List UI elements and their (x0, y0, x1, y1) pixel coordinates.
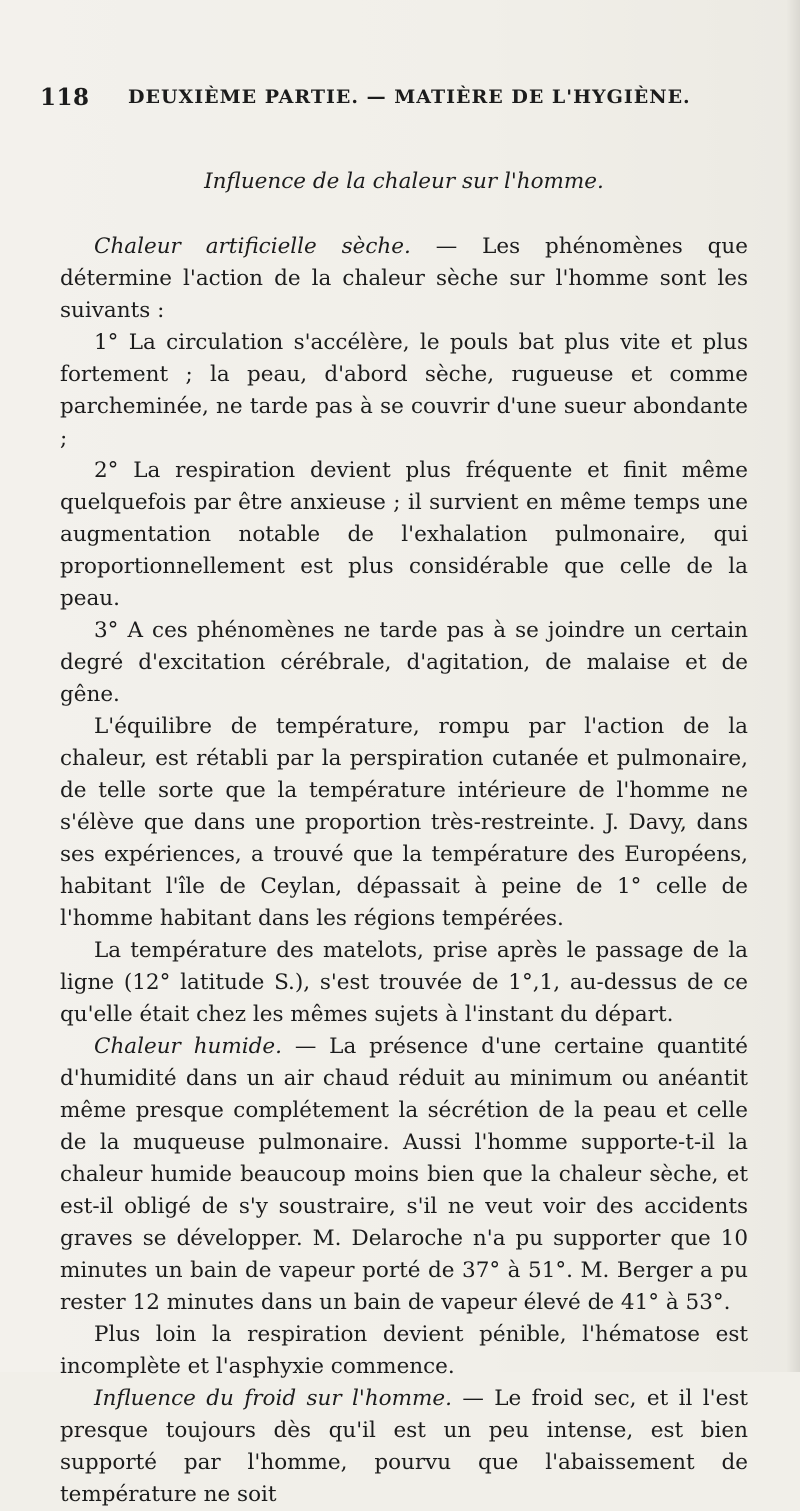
paragraph-text: 2° La respiration devient plus fréquente et finit même quelquefois par être anxieuse ; il survient en même temps une augmentation notable de l'exhalation pulmonaire, qui proportionnellement est plus considérable que celle de la peau. (60, 458, 748, 611)
paragraph-text: Plus loin la respiration devient pénible, l'hématose est incomplète et l'asphyxie commence. (60, 1322, 748, 1379)
paragraph (60, 1031, 748, 1319)
running-title: DEUXIÈME PARTIE. — MATIÈRE DE L'HYGIÈNE. (128, 86, 691, 108)
paragraph (60, 1383, 748, 1511)
page-header (40, 84, 750, 116)
paragraph (60, 455, 748, 615)
paragraph-text: 1° La circulation s'accélère, le pouls bat plus vite et plus fortement ; la peau, d'abord sèche, rugueuse et comme parcheminée, ne tarde pas à se couvrir d'une sueur abondante ; (60, 330, 748, 451)
paragraph-text: 3° A ces phénomènes ne tarde pas à se joindre un certain degré d'excitation cérébrale, d'agitation, de malaise et de gêne. (60, 618, 748, 707)
paragraph (60, 935, 748, 1031)
body-text (60, 166, 748, 1511)
page-edge-shadow (786, 0, 800, 1372)
paragraph (60, 327, 748, 455)
paragraph-lead: Influence du froid sur l'homme. (94, 1386, 452, 1411)
paragraph-lead: Chaleur humide. (94, 1034, 282, 1059)
paragraph-text: — La présence d'une certaine quantité d'humidité dans un air chaud réduit au minimum ou anéantit même presque complétement la sécrétion de la peau et celle de la muqueuse pulmonaire. Aussi l'homme supporte-t-il la chaleur humide beaucoup moins bien que la chaleur sèche, et est-il obligé de s'y soustraire, s'il ne veut voir des accidents graves se développer. M. Delaroche n'a pu supporter que 10 minutes un bain de vapeur porté de 37° à 51°. M. Berger a pu rester 12 minutes dans un bain de vapeur élevé de 41° à 53°. (60, 1034, 748, 1315)
paragraph (60, 711, 748, 935)
paragraph (60, 231, 748, 327)
page-number: 118 (40, 84, 90, 111)
paragraph-text: — Le froid sec, et il l'est presque toujours dès qu'il est un peu intense, est bien supporté par l'homme, pourvu que l'abaissement de température ne soit (60, 1386, 748, 1507)
paragraph-text: — Les phénomènes que détermine l'action de la chaleur sèche sur l'homme sont les suivants : (60, 234, 749, 323)
paragraph (60, 1319, 748, 1383)
paragraph-lead: Chaleur artificielle sèche. (94, 234, 411, 259)
paragraph-text: La température des matelots, prise après le passage de la ligne (12° latitude S.), s'est trouvée de 1°,1, au-dessus de ce qu'elle était chez les mêmes sujets à l'instant du départ. (60, 938, 748, 1027)
section-title: Influence de la chaleur sur l'homme. (204, 169, 604, 194)
paragraph-text: L'équilibre de température, rompu par l'action de la chaleur, est rétabli par la perspiration cutanée et pulmonaire, de telle sorte que la température intérieure de l'homme ne s'élève que dans une proportion très-restreinte. J. Davy, dans ses expériences, a trouvé que la température des Européens, habitant l'île de Ceylan, dépassait à peine de 1° celle de l'homme habitant dans les régions tempérées. (60, 714, 748, 931)
paragraph (60, 615, 748, 711)
